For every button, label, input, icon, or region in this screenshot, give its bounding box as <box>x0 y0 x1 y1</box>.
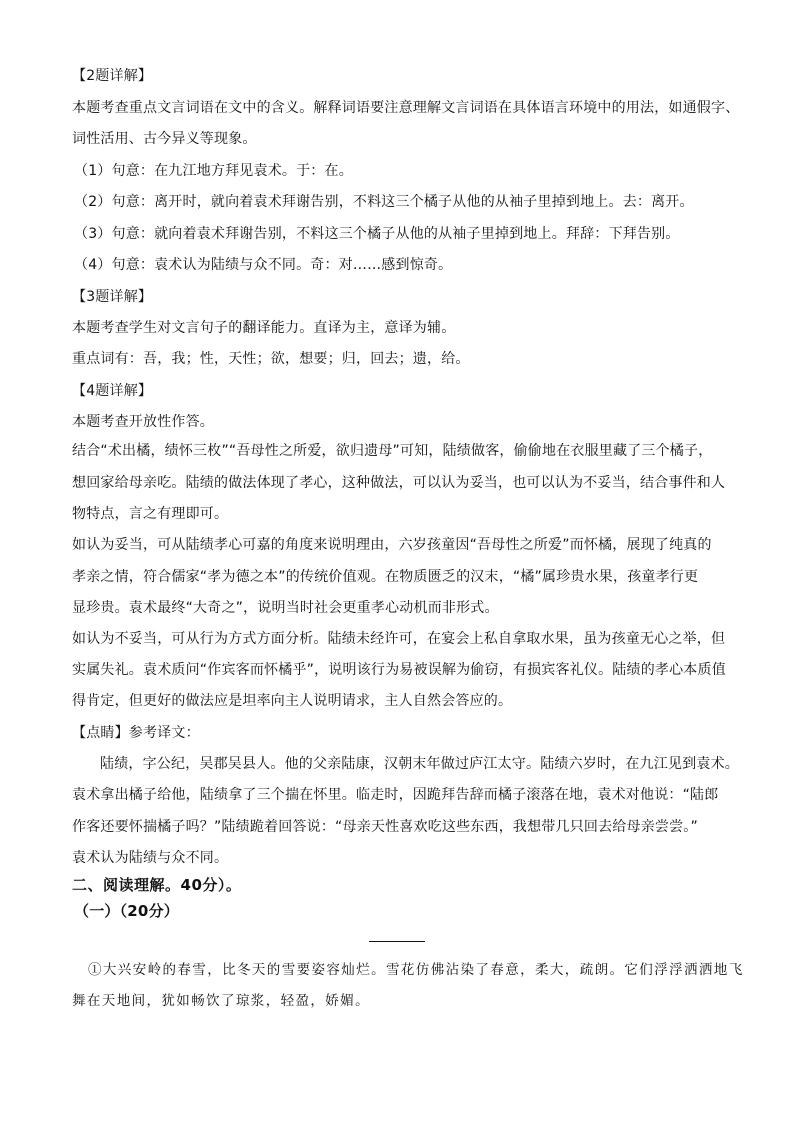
answer-item-4: （4）句意：袁术认为陆绩与众不同。奇：对……感到惊奇。 <box>74 257 453 273</box>
translation-line: 陆绩，字公纪，吴郡吴县人。他的父亲陆康，汉朝末年做过庐江太守。陆绩六岁时，在九江见到袁术。 <box>100 756 739 772</box>
translation-line: 袁术认为陆绩与众不同。 <box>72 850 229 866</box>
answer-item-2: （2）句意：离开时，就向着袁术拜谢告别，不料这三个橘子从他的从袖子里掉到地上。去：离开。 <box>74 194 694 210</box>
subsection-title: （一）（20分） <box>74 902 179 920</box>
reading-passage-line: 舞在天地间，犹如畅饮了琼浆，轻盈，娇媚。 <box>72 993 370 1009</box>
paragraph-line: 本题考查开放性作答。 <box>72 414 214 430</box>
heading-question-2: 【2题详解】 <box>72 68 153 84</box>
answer-item-3: （3）句意：就向着袁术拜谢告别，不料这三个橘子从他的从袖子里掉到地上。拜辞：下拜告别。 <box>74 226 680 242</box>
translation-line: 作客还要怀揣橘子吗？”陆绩跪着回答说：“母亲天性喜欢吃这些东西，我想带几只回去给母亲尝尝。” <box>72 819 698 835</box>
paragraph-line: 本题考查学生对文言句子的翻译能力。直译为主，意译为辅。 <box>72 320 456 336</box>
paragraph-line: 物特点，言之有理即可。 <box>72 506 229 522</box>
paragraph-line: 如认为不妥当，可从行为方式方面分析。陆绩未经许可，在宴会上私自拿取水果，虽为孩童无心之举，但 <box>72 631 726 647</box>
paragraph-line: 想回家给母亲吃。陆绩的做法体现了孝心，这种做法，可以认为妥当，也可以认为不妥当，结合事件和人 <box>72 475 726 491</box>
answer-item-1: （1）句意：在九江地方拜见袁术。于：在。 <box>74 163 353 179</box>
paragraph-line: 结合“术出橘，绩怀三枚”“吾母性之所爱，欲归遗母”可知，陆绩做客，偷偷地在衣服里藏了三个橘子， <box>72 443 713 459</box>
section-title: 二、阅读理解。40分）。 <box>72 876 242 894</box>
paragraph-line: 得肯定，但更好的做法应是坦率向主人说明请求，主人自然会答应的。 <box>72 693 513 709</box>
reading-passage-line: ①大兴安岭的春雪，比冬天的雪要姿容灿烂。雪花仿佛沾染了春意，柔大，疏朗。它们浮浮洒洒地飞 <box>88 962 744 978</box>
paragraph-line: 如认为妥当，可从陆绩孝心可嘉的角度来说明理由，六岁孩童因“吾母性之所爱”而怀橘，展现了纯真的 <box>72 537 712 553</box>
paragraph-line: 实属失礼。袁术质问“作宾客而怀橘乎”，说明该行为易被误解为偷窃，有损宾客礼仪。陆绩的孝心本质值 <box>72 662 726 678</box>
heading-question-3: 【3题详解】 <box>72 289 153 305</box>
heading-question-4: 【4题详解】 <box>72 383 153 399</box>
paragraph-line: 孝亲之情，符合儒家“孝为德之本”的传统价值观。在物质匮乏的汉末，“橘”属珍贵水果，孩童孝行更 <box>72 569 699 585</box>
paragraph-line: 重点词有：吾，我；性，天性；欲，想要；归，回去；遗，给。 <box>72 351 470 367</box>
translation-line: 袁术拿出橘子给他，陆绩拿了三个揣在怀里。临走时，因跪拜告辞而橘子滚落在地，袁术对他说：“陆郎 <box>72 787 719 803</box>
paragraph-line: 本题考查重点文言词语在文中的含义。解释词语要注意理解文言词语在具体语言环境中的用法，如通假字、 <box>72 100 740 116</box>
paragraph-line: 词性活用、古今异义等现象。 <box>72 131 257 147</box>
title-blank-line <box>369 941 425 942</box>
heading-reference-translation: 【点睛】参考译文： <box>72 725 200 741</box>
paragraph-line: 显珍贵。袁术最终“大奇之”，说明当时社会更重孝心动机而非形式。 <box>72 600 499 616</box>
